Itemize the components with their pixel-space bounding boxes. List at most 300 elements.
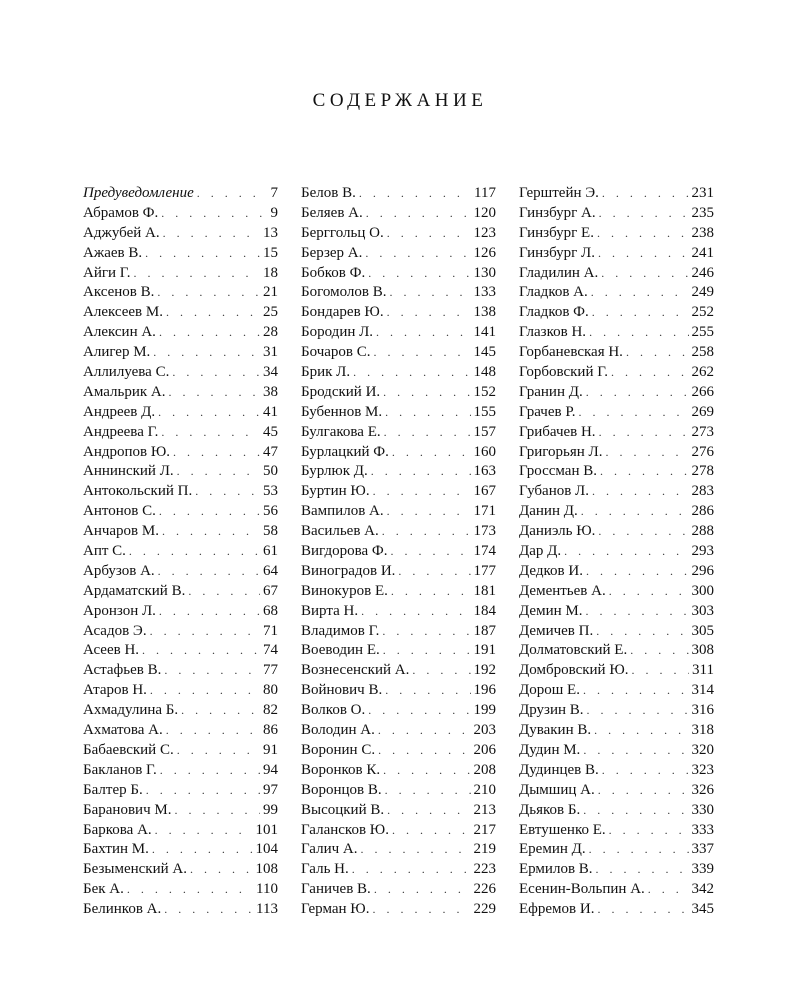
toc-entry-page: 339 (691, 861, 714, 878)
toc-entry (83, 641, 278, 661)
toc-entry (301, 204, 496, 224)
toc-entry (519, 860, 714, 880)
dot-leader (161, 204, 267, 224)
toc-entry-page: 196 (473, 682, 496, 699)
dot-leader (146, 781, 260, 801)
toc-entry-name: Дедков И. (519, 562, 583, 579)
toc-entry-name: Бочаров С. (301, 344, 371, 361)
dot-leader (374, 343, 471, 363)
toc-entry-name: Апт С. (83, 543, 126, 560)
dot-leader (174, 801, 260, 821)
toc-entry-page: 286 (691, 503, 714, 520)
dot-leader (155, 821, 253, 841)
toc-entry-page: 276 (691, 443, 714, 460)
toc-entry-name: Берзер А. (301, 244, 363, 261)
toc-entry-page: 226 (473, 881, 496, 898)
toc-entry (301, 323, 496, 343)
toc-entry-page: 80 (263, 682, 278, 699)
toc-entry-name: Баркова А. (83, 821, 152, 838)
dot-leader (564, 542, 688, 562)
toc-entry-page: 273 (691, 423, 714, 440)
toc-entry-name: Демин М. (519, 602, 583, 619)
toc-entry (301, 482, 496, 502)
dot-leader (371, 462, 471, 482)
toc-entry-page: 262 (691, 364, 714, 381)
toc-entry-name: Андреева Г. (83, 423, 159, 440)
dot-leader (412, 661, 470, 681)
dot-leader (609, 821, 689, 841)
toc-entry-name: Аллилуева С. (83, 364, 170, 381)
dot-leader (586, 383, 689, 403)
toc-entry-name: Ахмадулина Б. (83, 702, 179, 719)
dot-leader (150, 622, 260, 642)
toc-entry-page: 255 (691, 324, 714, 341)
dot-leader (181, 701, 260, 721)
toc-entry-page: 330 (691, 801, 714, 818)
dot-leader (387, 224, 471, 244)
toc-entry-page: 38 (263, 383, 278, 400)
toc-entry (519, 582, 714, 602)
toc-entry-name: Галансков Ю. (301, 821, 389, 838)
toc-entry-name: Демичев П. (519, 622, 594, 639)
dot-leader (166, 303, 260, 323)
toc-entry (301, 821, 496, 841)
dot-leader (385, 403, 470, 423)
toc-entry (301, 582, 496, 602)
toc-entry-name: Бек А. (83, 881, 124, 898)
toc-entry (301, 522, 496, 542)
toc-entry-name: Асеев Н. (83, 642, 140, 659)
toc-entry (83, 403, 278, 423)
dot-leader (145, 244, 260, 264)
toc-entry-name: Дымшиц А. (519, 781, 595, 798)
toc-entry (83, 224, 278, 244)
toc-entry-name: Баранович М. (83, 801, 172, 818)
toc-entry-name: Галич А. (301, 841, 358, 858)
toc-entry (301, 562, 496, 582)
toc-entry-page: 152 (473, 383, 496, 400)
toc-entry-page: 157 (473, 423, 496, 440)
toc-entry-page: 192 (473, 662, 496, 679)
toc-entry-name: Высоцкий В. (301, 801, 385, 818)
dot-leader (581, 502, 689, 522)
toc-entry (83, 900, 278, 920)
dot-leader (152, 840, 253, 860)
toc-entry (519, 184, 714, 204)
toc-entry-page: 219 (473, 841, 496, 858)
dot-leader (153, 343, 260, 363)
dot-leader (600, 462, 689, 482)
toc-entry-name: Ардаматский В. (83, 582, 186, 599)
toc-entry-page: 86 (263, 722, 278, 739)
toc-entry-page: 61 (263, 543, 278, 560)
dot-leader (390, 542, 470, 562)
toc-entry (301, 363, 496, 383)
toc-entry-page: 288 (691, 523, 714, 540)
toc-entry (83, 661, 278, 681)
toc-entry-name: Дорош Е. (519, 682, 580, 699)
dot-leader (127, 880, 253, 900)
toc-entry (519, 741, 714, 761)
toc-entry-name: Бакланов Г. (83, 761, 157, 778)
toc-entry (301, 900, 496, 920)
dot-leader (158, 403, 260, 423)
toc-entry-name: Губанов Л. (519, 483, 589, 500)
dot-leader (361, 602, 470, 622)
dot-leader (368, 264, 470, 284)
toc-entry-page: 104 (255, 841, 278, 858)
toc-entry (83, 462, 278, 482)
dot-leader (586, 562, 689, 582)
dot-leader (382, 622, 470, 642)
toc-entry-page: 337 (691, 841, 714, 858)
dot-leader (384, 423, 471, 443)
toc-entry (519, 343, 714, 363)
dot-leader (372, 900, 470, 920)
toc-entry-name: Берггольц О. (301, 224, 384, 241)
toc-entry (83, 622, 278, 642)
toc-entry-page: 108 (255, 861, 278, 878)
toc-entry-name: Гроссман В. (519, 463, 597, 480)
toc-entry-page: 99 (263, 801, 278, 818)
toc-entry-name: Бондарев Ю. (301, 304, 384, 321)
dot-leader (592, 482, 689, 502)
dot-leader (360, 840, 470, 860)
toc-entry-page: 25 (263, 304, 278, 321)
toc-entry-name: Аронзон Л. (83, 602, 156, 619)
toc-entry-page: 213 (473, 801, 496, 818)
toc-entry-name: Белинков А. (83, 901, 162, 918)
dot-leader (383, 761, 470, 781)
toc-entry-name: Андропов Ю. (83, 443, 171, 460)
toc-entry-name: Вознесенский А. (301, 662, 410, 679)
dot-leader (594, 721, 688, 741)
dot-leader (648, 880, 689, 900)
toc-entry (83, 582, 278, 602)
toc-entry (519, 224, 714, 244)
toc-entry-name: Гладков Ф. (519, 304, 589, 321)
toc-entry (83, 264, 278, 284)
toc-entry-name: Грибачев Н. (519, 423, 596, 440)
toc-entry-name: Белов В. (301, 185, 356, 201)
toc-entry (301, 343, 496, 363)
toc-entry-page: 167 (473, 483, 496, 500)
toc-entry (519, 661, 714, 681)
toc-entry (519, 423, 714, 443)
toc-entry-name: Глазков Н. (519, 324, 587, 341)
toc-entry-name: Ажаев В. (83, 244, 143, 261)
toc-entry-name: Гранин Д. (519, 383, 583, 400)
toc-entry-name: Воеводин Е. (301, 642, 380, 659)
dot-leader (589, 840, 689, 860)
toc-entry-name: Домбровский Ю. (519, 662, 629, 679)
toc-entry-name: Винокуров Е. (301, 582, 388, 599)
toc-entry (301, 403, 496, 423)
dot-leader (631, 661, 689, 681)
toc-entry (301, 641, 496, 661)
toc-entry (301, 542, 496, 562)
toc-entry (83, 303, 278, 323)
dot-leader (382, 522, 471, 542)
toc-entry (519, 303, 714, 323)
toc-entry-name: Бурлюк Д. (301, 463, 368, 480)
dot-leader (605, 443, 688, 463)
toc-entry (301, 264, 496, 284)
toc-entry-page: 320 (691, 741, 714, 758)
toc-entry-name: Антонов С. (83, 503, 156, 520)
toc-entry (519, 403, 714, 423)
toc-entry-page: 223 (473, 861, 496, 878)
toc-entry-name: Вигдорова Ф. (301, 543, 388, 560)
dot-leader (599, 423, 689, 443)
toc-entry-page: 145 (473, 344, 496, 361)
toc-entry-page: 160 (473, 443, 496, 460)
dot-leader (630, 641, 688, 661)
toc-entry-page: 206 (473, 741, 496, 758)
toc-entry-page: 249 (691, 284, 714, 301)
dot-leader (583, 801, 688, 821)
toc-entry (83, 522, 278, 542)
toc-entry-name: Алексеев М. (83, 304, 163, 321)
toc-entry (519, 363, 714, 383)
dot-leader (163, 224, 260, 244)
toc-entry (301, 661, 496, 681)
toc-entry (519, 821, 714, 841)
toc-entry-page: 141 (473, 324, 496, 341)
toc-entry-name: Абрамов Ф. (83, 204, 159, 221)
toc-entry (519, 721, 714, 741)
toc-entry-name: Асадов Э. (83, 622, 147, 639)
toc-entry-page: 231 (691, 185, 714, 201)
toc-entry (301, 303, 496, 323)
toc-entry-page: 133 (473, 284, 496, 301)
dot-leader (598, 781, 689, 801)
toc-entry-page: 53 (263, 483, 278, 500)
toc-entry-page: 199 (473, 702, 496, 719)
dot-leader (197, 184, 267, 204)
toc-entry-page: 293 (691, 543, 714, 560)
toc-entry-name: Горбаневская Н. (519, 344, 623, 361)
toc-entry (83, 761, 278, 781)
toc-entry (301, 840, 496, 860)
dot-leader (353, 363, 470, 383)
toc-entry-page: 246 (691, 264, 714, 281)
dot-leader (383, 383, 470, 403)
dot-leader (598, 522, 688, 542)
toc-entry (301, 502, 496, 522)
toc-entry-page: 64 (263, 562, 278, 579)
toc-entry (519, 323, 714, 343)
toc-entry (519, 840, 714, 860)
toc-entry (301, 860, 496, 880)
toc-entry-page: 13 (263, 224, 278, 241)
toc-entry-name: Дар Д. (519, 543, 562, 560)
toc-entry-page: 177 (473, 562, 496, 579)
dot-leader (172, 363, 260, 383)
toc-entry-name: Предуведомление (83, 185, 194, 201)
toc-entry (83, 801, 278, 821)
toc-entry-page: 138 (473, 304, 496, 321)
toc-entry-name: Бородин Л. (301, 324, 374, 341)
toc-entry-name: Дудин М. (519, 741, 581, 758)
toc-entry-name: Безыменский А. (83, 861, 187, 878)
dot-leader (164, 900, 253, 920)
dot-leader (387, 502, 471, 522)
dot-leader (166, 721, 260, 741)
dot-leader (583, 681, 689, 701)
toc-entry-page: 21 (263, 284, 278, 301)
toc-entry-name: Еремин Д. (519, 841, 586, 858)
dot-leader (359, 184, 471, 204)
toc-entry (301, 462, 496, 482)
toc-entry-page: 305 (691, 622, 714, 639)
toc-entry-page: 28 (263, 324, 278, 341)
toc-entry-page: 101 (255, 821, 278, 838)
dot-leader (383, 641, 471, 661)
dot-leader (177, 462, 260, 482)
toc-entry-page: 323 (691, 761, 714, 778)
dot-leader (602, 761, 689, 781)
toc-entry-name: Гинзбург Е. (519, 224, 594, 241)
toc-entry-page: 203 (473, 722, 496, 739)
toc-entry-page: 50 (263, 463, 278, 480)
dot-leader (392, 821, 471, 841)
toc-entry-name: Долматовский Е. (519, 642, 628, 659)
toc-entry-page: 191 (473, 642, 496, 659)
toc-entry (519, 482, 714, 502)
toc-entry (301, 622, 496, 642)
toc-entry (83, 602, 278, 622)
toc-entry-name: Андреев Д. (83, 403, 156, 420)
dot-leader (626, 343, 689, 363)
toc-entry-name: Виноградов И. (301, 562, 396, 579)
page-title: СОДЕРЖАНИЕ (312, 90, 488, 111)
toc-entry-name: Ефремов И. (519, 901, 595, 918)
toc-entry-name: Бубеннов М. (301, 403, 383, 420)
toc-entry-name: Волков О. (301, 702, 366, 719)
dot-leader (378, 741, 470, 761)
dot-leader (129, 542, 260, 562)
toc-entry (519, 522, 714, 542)
toc-entry-name: Брик Л. (301, 364, 351, 381)
dot-leader (585, 602, 688, 622)
toc-entry (83, 443, 278, 463)
toc-entry-name: Бродский И. (301, 383, 381, 400)
toc-entry-name: Ахматова А. (83, 722, 163, 739)
toc-entry-name: Воронцов В. (301, 781, 382, 798)
toc-entry-name: Анчаров М. (83, 523, 159, 540)
toc-column-1 (83, 184, 278, 920)
toc-entry-page: 217 (473, 821, 496, 838)
toc-entry-name: Горбовский Г. (519, 364, 608, 381)
dot-leader (157, 283, 260, 303)
toc-entry-name: Буртин Ю. (301, 483, 370, 500)
dot-leader (592, 303, 689, 323)
toc-entry-name: Вампилов А. (301, 503, 384, 520)
toc-entry-page: 9 (270, 204, 278, 221)
toc-entry-page: 308 (691, 642, 714, 659)
dot-leader (389, 283, 470, 303)
toc-entry-page: 345 (691, 901, 714, 918)
toc-entry-page: 41 (263, 403, 278, 420)
dot-leader (589, 323, 688, 343)
toc-entry-name: Бабаевский С. (83, 741, 174, 758)
dot-leader (598, 244, 689, 264)
toc-entry-name: Васильев А. (301, 523, 379, 540)
toc-entry (519, 443, 714, 463)
toc-column-2 (301, 184, 496, 920)
dot-leader (611, 363, 689, 383)
toc-entry-page: 303 (691, 602, 714, 619)
toc-entry-page: 266 (691, 383, 714, 400)
toc-entry-name: Аксенов В. (83, 284, 155, 301)
toc-entry-name: Войнович В. (301, 682, 383, 699)
toc-entry-name: Гинзбург А. (519, 204, 596, 221)
dot-leader (391, 582, 471, 602)
dot-leader (365, 244, 470, 264)
toc-entry-page: 342 (691, 881, 714, 898)
toc-entry-page: 110 (256, 881, 278, 898)
dot-leader (596, 860, 689, 880)
toc-entry-page: 210 (473, 781, 496, 798)
toc-entry (83, 880, 278, 900)
toc-entry-page: 94 (263, 761, 278, 778)
toc-entry (301, 741, 496, 761)
toc-entry (83, 363, 278, 383)
toc-entry-page: 7 (270, 185, 278, 201)
toc-entry-page: 58 (263, 523, 278, 540)
toc-entry (301, 244, 496, 264)
toc-entry-name: Есенин-Вольпин А. (519, 881, 645, 898)
dot-leader (161, 423, 260, 443)
toc-entry-page: 326 (691, 781, 714, 798)
toc-entry-name: Гладков А. (519, 284, 588, 301)
toc-entry-page: 120 (473, 204, 496, 221)
toc-entry-name: Алексин А. (83, 324, 156, 341)
toc-entry-page: 148 (473, 364, 496, 381)
dot-leader (587, 701, 689, 721)
toc-entry-name: Бурлацкий Ф. (301, 443, 389, 460)
dot-leader (188, 582, 260, 602)
dot-leader (387, 801, 470, 821)
dot-leader (162, 522, 260, 542)
toc-entry (83, 681, 278, 701)
dot-leader (609, 582, 689, 602)
toc-entry-name: Данин Д. (519, 503, 578, 520)
toc-entry-name: Ермилов В. (519, 861, 593, 878)
toc-entry-page: 314 (691, 682, 714, 699)
toc-entry-name: Дудинцев В. (519, 761, 599, 778)
dot-leader (150, 681, 260, 701)
toc-entry (83, 860, 278, 880)
toc-entry (83, 323, 278, 343)
toc-entry (301, 184, 496, 204)
dot-leader (159, 323, 260, 343)
dot-leader (387, 303, 471, 323)
toc-entry-page: 71 (263, 622, 278, 639)
toc-entry-name: Владимов Г. (301, 622, 380, 639)
dot-leader (158, 562, 260, 582)
toc-entry-page: 113 (256, 901, 278, 918)
toc-entry (83, 840, 278, 860)
toc-entry-name: Ганичев В. (301, 881, 371, 898)
toc-entry-page: 316 (691, 702, 714, 719)
toc-entry (301, 781, 496, 801)
dot-leader (579, 403, 689, 423)
toc-entry-page: 123 (473, 224, 496, 241)
toc-entry-name: Арбузов А. (83, 562, 155, 579)
dot-leader (159, 502, 260, 522)
